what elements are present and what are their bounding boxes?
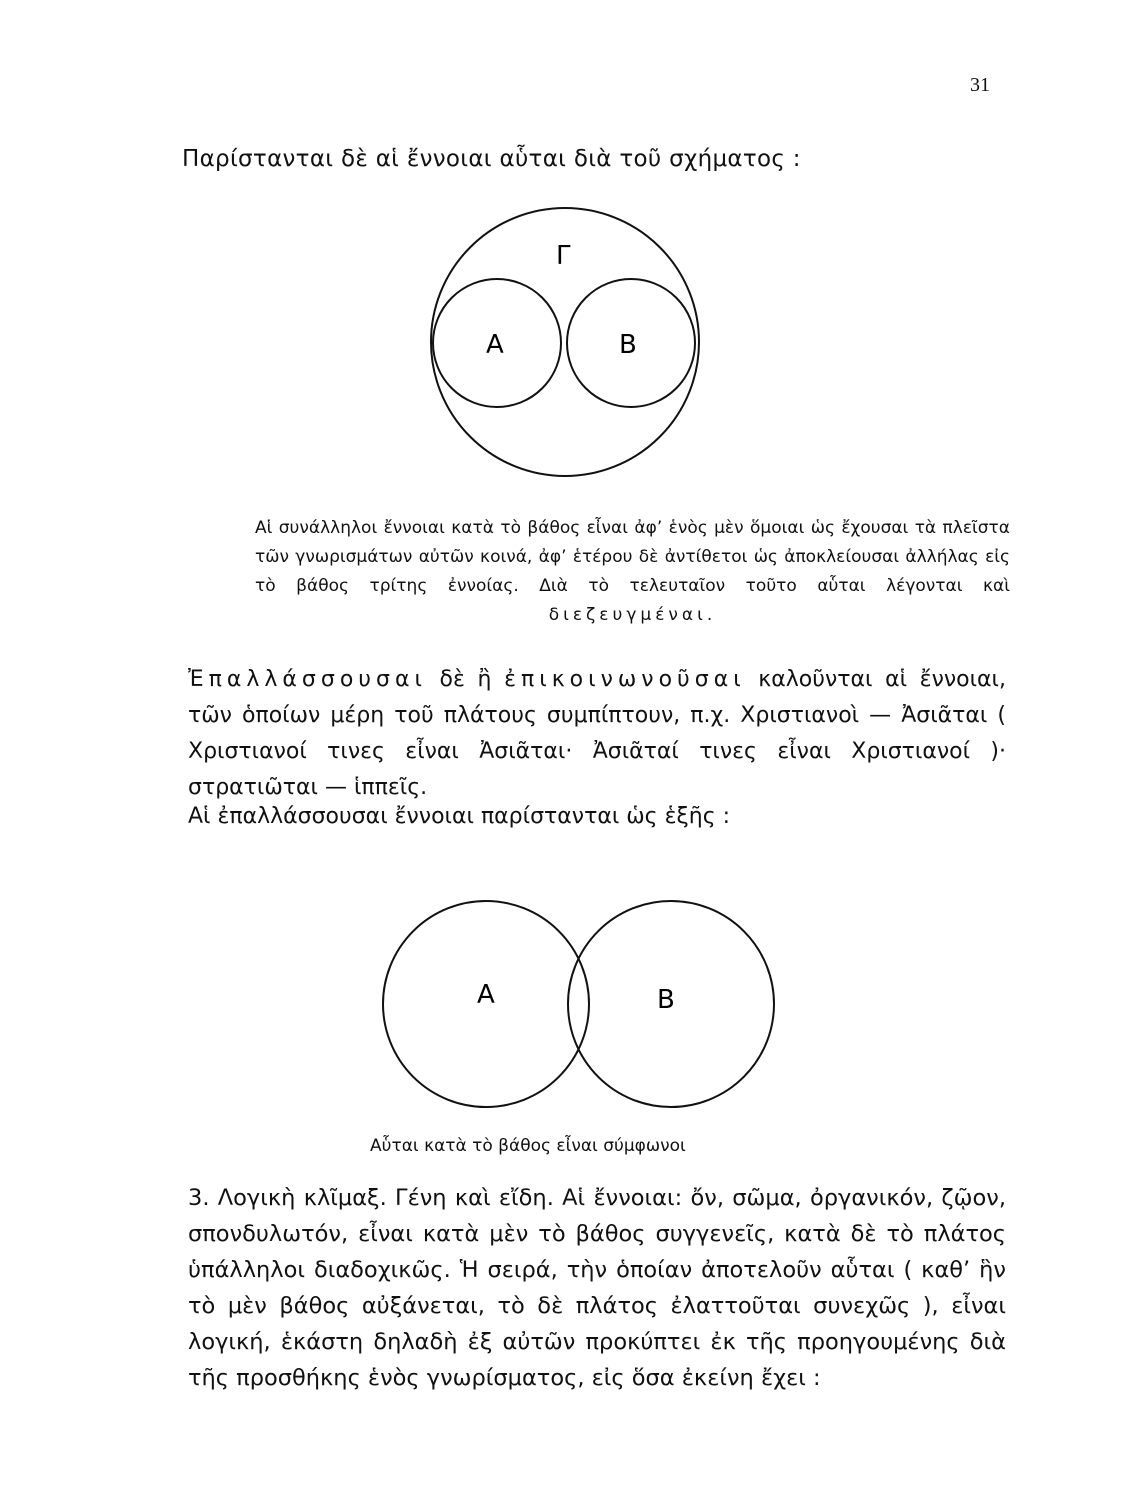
overlap-rest: καλοῦνται αἱ ἔννοιαι, τῶν ὁποίων μέρη τοῦ πλάτους συμπίπτουν, π.χ. Χριστιανοὶ — Ἀσιᾶται ( Χριστιανοί τινες εἶναι Ἀσιᾶται· Ἀσιᾶταί τινες εἶναι Χριστιανοί )· στρατιῶται — ἱππεῖς. <box>188 667 1006 800</box>
caption-conjunct <box>255 514 1010 630</box>
section-paragraph <box>188 1180 1006 1396</box>
caption-overlap: Αὗται κατὰ τὸ βάθος εἶναι σύμφωνοι <box>370 1136 686 1156</box>
overlap-term2: ἐπικοινωνοῦσαι <box>504 667 746 692</box>
overlap-paragraph <box>188 662 1006 806</box>
intro-conjunct-line: Παρίστανται δὲ αἱ ἔννοιαι αὗται διὰ τοῦ σχήματος : <box>182 146 801 172</box>
caption-conjunct-term: διεζευγμέναι. <box>548 605 717 625</box>
label-gamma: Γ <box>556 241 571 271</box>
inner-circle-b <box>567 279 695 407</box>
label-b-fig1: Β <box>619 330 637 360</box>
overlap-mid: δὲ ἢ <box>426 667 505 692</box>
section-text: Αἱ ἔννοιαι: ὄν, σῶμα, ὀργανικόν, ζῷον, σπονδυλωτόν, εἶναι κατὰ μὲν τὸ βάθος συγγενεῖς, κατὰ δὲ τὸ πλάτος ὑπάλληλοι διαδοχικῶς. Ἡ σειρά, τὴν ὁποίαν ἀποτελοῦν αὗται ( καθ’ ἣν τὸ μὲν βάθος αὐξάνεται, τὸ δὲ πλάτος ἐλαττοῦται συνεχῶς ), εἶναι λογική, ἑκάστη δηλαδὴ ἐξ αὐτῶν προκύπτει ἐκ τῆς προηγουμένης διὰ τῆς προσθήκης ἑνὸς γνωρίσματος, εἰς ὅσα ἐκείνη ἔχει : <box>188 1185 1006 1391</box>
label-b-fig2: Β <box>657 985 675 1015</box>
overlap-circle-a <box>383 901 589 1107</box>
overlap-circle-b <box>568 901 774 1107</box>
overlap-term: Ἐπαλλάσσουσαι <box>188 667 427 692</box>
section-heading: 3. Λογικὴ κλῖμαξ. Γένη καὶ εἴδη. <box>188 1185 554 1211</box>
overlap-intro-line: Αἱ ἐπαλλάσσουσαι ἔννοιαι παρίστανται ὡς ἑξῆς : <box>188 804 731 829</box>
label-a-fig1: Α <box>486 330 504 360</box>
label-a-fig2: Α <box>477 980 495 1010</box>
page-number: 31 <box>970 74 990 96</box>
outer-circle-gamma <box>431 208 699 476</box>
caption-conjunct-text: Αἱ συνάλληλοι ἔννοιαι κατὰ τὸ βάθος εἶναι ἀφ’ ἑνὸς μὲν ὅμοιαι ὡς ἔχουσαι τὰ πλεῖστα τῶν γνωρισμάτων αὐτῶν κοινά, ἀφ’ ἑτέρου δὲ ἀντίθετοι ὡς ἀποκλείουσαι ἀλλήλας εἰς τὸ βάθος τρίτης ἐννοίας. Διὰ τὸ τελευταῖον τοῦτο αὗται λέγονται καὶ <box>255 518 1010 596</box>
inner-circle-a <box>433 279 561 407</box>
